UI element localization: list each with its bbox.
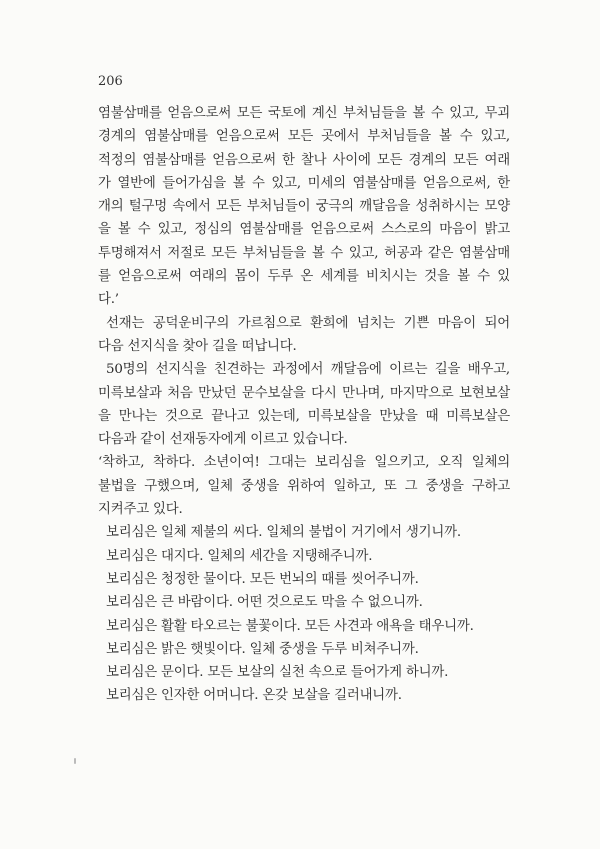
text-line: 50명의 선지식을 친견하는 과정에서 깨달음에 이르는 길을 배우고, [106,362,510,378]
text-line: 개의 털구멍 속에서 모든 부처님들이 궁극의 깨달음을 성취하시는 모양 [98,199,510,215]
text-line: 미륵보살과 처음 만났던 문수보살을 다시 만나며, 마지막으로 보현보살 [98,385,510,401]
page-body-text [98,102,510,708]
text-line: 다음과 같이 선재동자에게 이르고 있습니다. [98,432,348,448]
paragraph [98,312,510,359]
text-line: 을 볼 수 있고, 정심의 염불삼매를 얻음으로써 스스로의 마음이 밝고 [98,222,510,238]
page-number: 206 [98,74,123,89]
text-line: 경계의 염불삼매를 얻음으로써 모든 곳에서 부처님들을 볼 수 있고, [98,129,510,145]
text-line: 염불삼매를 얻음으로써 모든 국토에 계신 부처님들을 볼 수 있고, 무괴 [98,106,510,121]
text-line: 다.’ [98,292,119,308]
scan-speck [74,758,76,764]
list-item: 보리심은 활활 타오르는 불꽃이다. 모든 사견과 애욕을 태우니까. [106,618,474,634]
list-item: 보리심은 대지다. 일체의 세간을 지탱해주니까. [106,548,373,564]
list-item: 보리심은 밝은 햇빛이다. 일체 중생을 두루 비쳐주니까. [106,641,419,657]
paragraph [98,358,510,451]
text-line: 적정의 염불삼매를 얻음으로써 한 찰나 사이에 모든 경계의 모든 여래 [98,152,510,168]
text-line: 불법을 구했으며, 일체 중생을 위하여 일하고, 또 그 중생을 구하고 [98,478,510,494]
text-line: 선재는 공덕운비구의 가르침으로 환희에 넘치는 기쁜 마음이 되어 [106,315,510,331]
text-line: ‘착하고, 착하다. 소년이여! 그대는 보리심을 일으키고, 오직 일체의 [98,455,510,471]
list-item: 보리심은 일체 제불의 씨다. 일체의 불법이 거기에서 생기니까. [106,525,461,541]
text-line: 가 열반에 들어가심을 볼 수 있고, 미세의 염불삼매를 얻음으로써, 한 [98,175,510,191]
bodhicitta-list [98,521,510,707]
list-item: 보리심은 청정한 물이다. 모든 번뇌의 때를 씻어주니까. [106,571,419,587]
text-line: 다음 선지식을 찾아 길을 떠납니다. [98,338,297,354]
text-line: 를 얻음으로써 여래의 몸이 두루 온 세계를 비치시는 것을 볼 수 있 [98,269,510,285]
list-item: 보리심은 큰 바람이다. 어떤 것으로도 막을 수 없으니까. [106,595,423,611]
list-item: 보리심은 문이다. 모든 보살의 실천 속으로 들어가게 하니까. [106,665,449,681]
text-line: 투명해져서 저절로 모든 부처님들을 볼 수 있고, 허공과 같은 염불삼매 [98,245,510,261]
text-line: 을 만나는 것으로 끝나고 있는데, 미륵보살을 만났을 때 미륵보살은 [98,408,510,424]
quote-paragraph [98,451,510,521]
paragraph [98,102,510,312]
text-line: 지켜주고 있다. [98,502,183,518]
list-item: 보리심은 인자한 어머니다. 온갖 보살을 길러내니까. [106,688,402,704]
